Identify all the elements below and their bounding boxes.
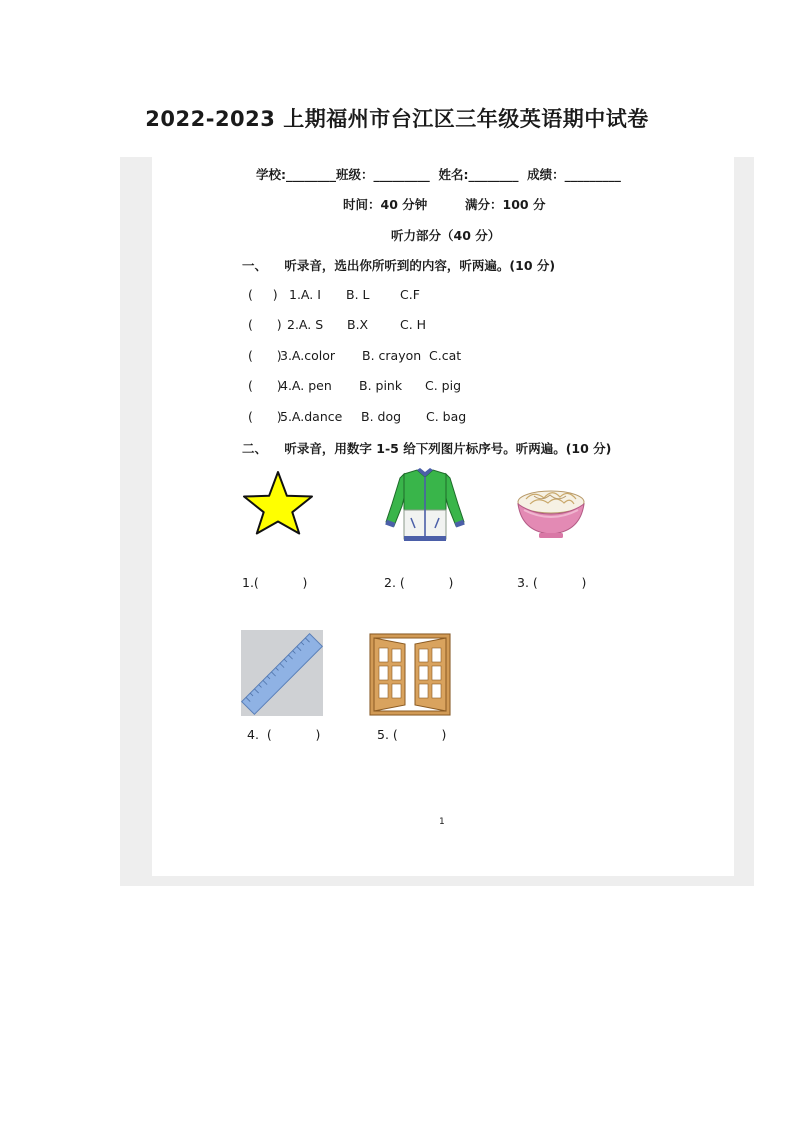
option-b: B. dog: [361, 409, 402, 424]
page-number: 1: [439, 817, 445, 827]
answer-bracket[interactable]: ( ): [248, 348, 282, 363]
section1-heading: 一、 听录音，选出你所听到的内容，听两遍。(10 分): [242, 258, 556, 273]
star-icon: [240, 470, 316, 536]
option-c: C.F: [400, 287, 420, 302]
jacket-icon: [384, 466, 466, 544]
option-a: 5.A.dance: [280, 409, 343, 424]
option-b: B.X: [347, 317, 369, 332]
option-a: 3.A.color: [280, 348, 336, 363]
picture-label-1[interactable]: 1.( ): [242, 575, 308, 590]
option-b: B. pink: [359, 378, 403, 393]
ruler-icon: [241, 630, 323, 716]
option-b: B. L: [346, 287, 370, 302]
option-a: 2.A. S: [287, 317, 324, 332]
student-info-line: 学校:________班级：_________ 姓名:________ 成绩：_________: [256, 167, 621, 182]
option-b: B. crayon: [362, 348, 422, 363]
window-icon: [369, 633, 451, 716]
option-c: C. H: [400, 317, 427, 332]
option-a: 1.A. I: [289, 287, 321, 302]
noodles-bowl-icon: [514, 466, 588, 548]
document-title: 2022-2023 上期福州市台江区三年级英语期中试卷: [145, 107, 649, 131]
option-c: C. bag: [426, 409, 467, 424]
score-label: 满分：100 分: [465, 197, 546, 212]
option-c: C. pig: [425, 378, 462, 393]
answer-bracket[interactable]: ( ): [248, 287, 278, 302]
part-title: 听力部分（40 分）: [391, 228, 501, 243]
option-a: 4.A. pen: [280, 378, 332, 393]
option-c: C.cat: [429, 348, 462, 363]
picture-label-4[interactable]: 4. ( ): [247, 727, 321, 742]
answer-bracket[interactable]: ( ): [248, 409, 282, 424]
picture-label-3[interactable]: 3. ( ): [517, 575, 587, 590]
picture-label-2[interactable]: 2. ( ): [384, 575, 454, 590]
section2-heading: 二、 听录音，用数字 1-5 给下列图片标序号。听两遍。(10 分): [242, 441, 612, 456]
time-label: 时间：40 分钟: [343, 197, 428, 212]
answer-bracket[interactable]: ( ): [248, 378, 282, 393]
answer-bracket[interactable]: ( ): [248, 317, 282, 332]
picture-label-5[interactable]: 5. ( ): [377, 727, 447, 742]
